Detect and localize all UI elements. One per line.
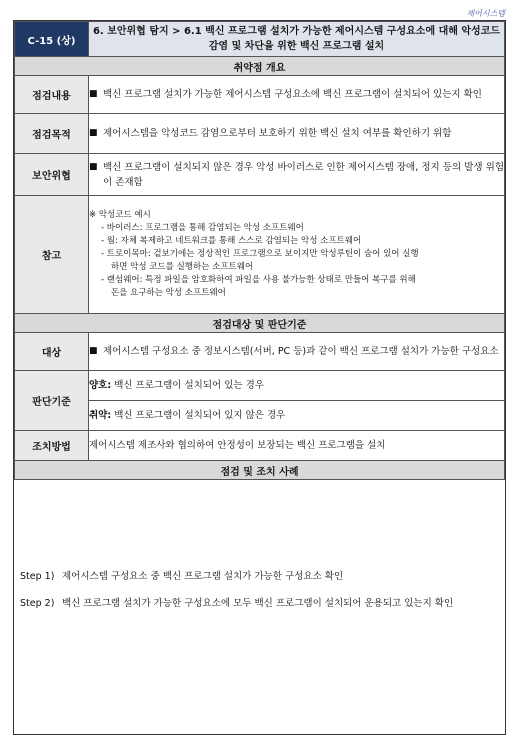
step-item <box>20 569 499 584</box>
item-code: C-15 (상) <box>15 22 89 57</box>
section-criteria: 점검대상 및 판단기준 <box>15 314 505 333</box>
reference-item-continued: 하면 악성 코드를 실행하는 소프트웨어 <box>111 262 254 272</box>
reference-item: - 바이러스: 프로그램을 통해 감염되는 악성 소프트웨어 <box>101 223 304 233</box>
reference-notes <box>89 196 505 314</box>
checklist-sheet <box>13 20 506 735</box>
target-text: 제어시스템 구성요소 중 정보시스템(서버, PC 등)과 같이 백신 프로그램 설치가 가능한 구성요소 <box>103 346 499 357</box>
label-judgement: 판단기준 <box>15 371 89 431</box>
label-check-content: 점검내용 <box>15 76 89 114</box>
bad-text: 백신 프로그램이 설치되어 있지 않은 경우 <box>114 410 286 421</box>
checklist-table <box>14 21 505 480</box>
threat-text: 백신 프로그램이 설치되지 않은 경우 악성 바이러스로 인한 제어시스템 장애, 정지 등의 발생 위험이 존재함 <box>103 161 504 188</box>
bullet-square-icon: ■ <box>89 346 98 356</box>
section-overview: 취약점 개요 <box>15 57 505 76</box>
bullet-square-icon: ■ <box>89 89 98 99</box>
good-text: 백신 프로그램이 설치되어 있는 경우 <box>114 380 264 391</box>
bullet-square-icon: ■ <box>89 128 98 138</box>
label-reference: 참고 <box>15 196 89 314</box>
threat <box>89 154 505 196</box>
item-title: 6. 보안위협 탐지 > 6.1 백신 프로그램 설치가 가능한 제어시스템 구성요소에 대해 악성코드 감염 및 차단을 위한 백신 프로그램 설치 <box>89 22 505 57</box>
bullet-square-icon: ■ <box>89 161 98 172</box>
action-text: 제어시스템 제조사와 협의하여 안정성이 보장되는 백신 프로그램을 설치 <box>89 431 505 461</box>
steps-list <box>14 569 505 623</box>
reference-item: - 웜: 자체 복제하고 네트워크를 통해 스스로 감염되는 악성 소프트웨어 <box>101 236 362 246</box>
reference-item: - 랜섬웨어: 특정 파일을 암호화하여 파일을 사용 불가능한 상태로 만들어 복구를 위해 <box>101 275 416 285</box>
step-item <box>20 596 499 611</box>
check-purpose <box>89 114 505 154</box>
step-text: 제어시스템 구성요소 중 백신 프로그램 설치가 가능한 구성요소 확인 <box>62 571 344 582</box>
reference-heading: ※ 악성코드 예시 <box>89 210 151 220</box>
reference-item: - 트로이목마: 겉보기에는 정상적인 프로그램으로 보이지만 악성루틴이 숨어 있어 실행 <box>101 249 419 259</box>
check-content <box>89 76 505 114</box>
label-action: 조치방법 <box>15 431 89 461</box>
label-check-purpose: 점검목적 <box>15 114 89 154</box>
reference-item-continued: 돈을 요구하는 악성 소프트웨어 <box>111 288 226 298</box>
step-text: 백신 프로그램 설치가 가능한 구성요소에 모두 백신 프로그램이 설치되어 운용되고 있는지 확인 <box>62 598 454 609</box>
step-number: Step 1) <box>20 571 55 582</box>
judgement-bad <box>89 401 505 431</box>
step-number: Step 2) <box>20 598 55 609</box>
judgement-good <box>89 371 505 401</box>
section-cases: 점검 및 조치 사례 <box>15 461 505 480</box>
label-threat: 보안위협 <box>15 154 89 196</box>
target <box>89 333 505 371</box>
check-purpose-text: 제어시스템을 악성코드 감염으로부터 보호하기 위한 백신 설치 여부를 확인하기 위함 <box>103 128 452 139</box>
check-content-text: 백신 프로그램 설치가 가능한 제어시스템 구성요소에 백신 프로그램이 설치되어 있는지 확인 <box>103 89 482 100</box>
good-label: 양호: <box>89 380 112 391</box>
label-target: 대상 <box>15 333 89 371</box>
bad-label: 취약: <box>89 410 112 421</box>
document-category-tag: 제어시스템 <box>466 9 505 18</box>
